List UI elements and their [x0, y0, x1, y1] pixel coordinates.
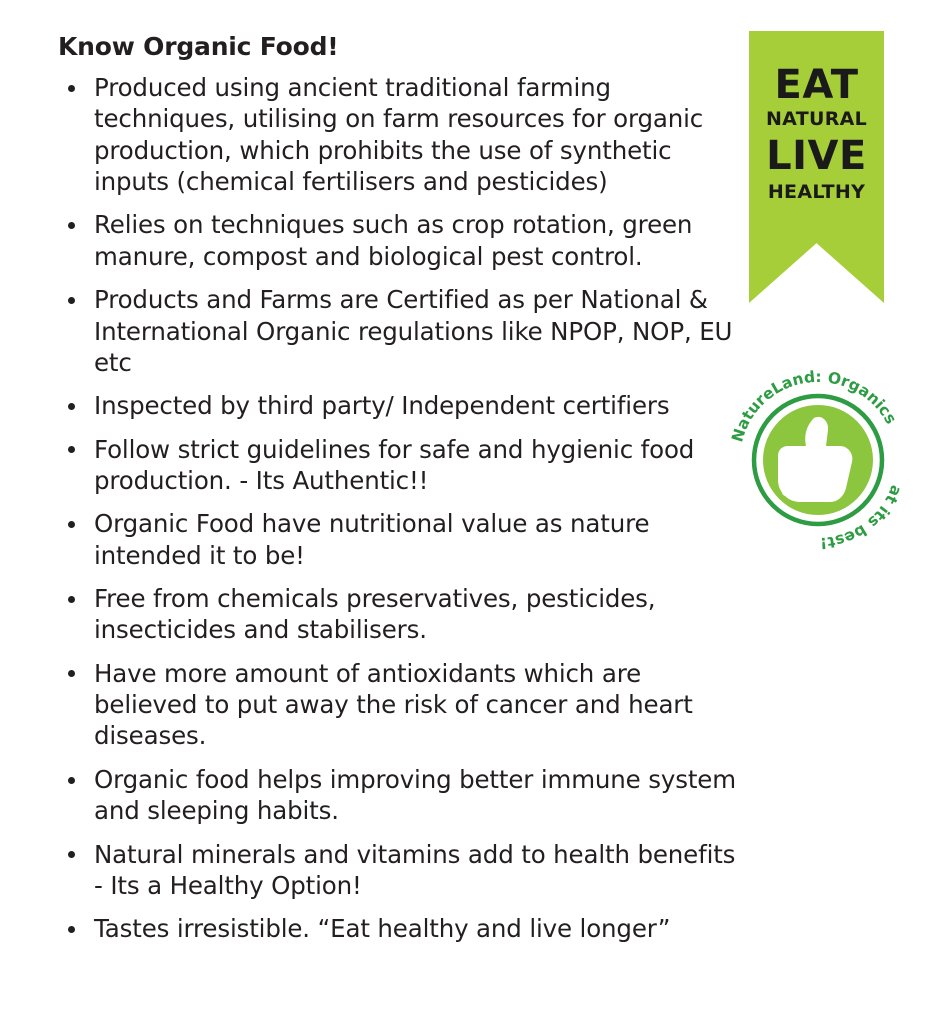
list-item-text: Inspected by third party/ Independent certifiers — [94, 391, 670, 421]
list-item-text: Tastes irresistible. “Eat healthy and live longer” — [94, 914, 671, 944]
list-item-text: Have more amount of antioxidants which are believed to put away the risk of cancer and heart diseases. — [94, 658, 693, 751]
bullet-dot-icon — [68, 596, 75, 603]
bullet-dot-icon — [68, 446, 75, 453]
page-title: Know Organic Food! — [58, 32, 339, 61]
bullet-dot-icon — [68, 670, 75, 677]
list-item — [58, 583, 748, 646]
list-item-text: Free from chemicals preservatives, pesticides, insecticides and stabilisers. — [94, 584, 656, 645]
content-column — [58, 32, 748, 957]
list-item — [58, 72, 748, 197]
logo-text-top: NatureLand: Organics — [728, 367, 901, 445]
list-item — [58, 913, 748, 944]
logo-text-bottom: at its best! — [819, 482, 906, 553]
list-item — [58, 764, 748, 827]
ribbon-text — [749, 62, 884, 206]
list-item-text: Products and Farms are Certified as per National & International Organic regulations like NPOP, NOP, EU etc — [94, 285, 733, 377]
list-item — [58, 390, 748, 421]
bullet-dot-icon — [68, 777, 75, 784]
thumbs-up-base-icon — [782, 452, 798, 496]
bullet-dot-icon — [68, 521, 75, 528]
organic-food-bullet-list — [58, 72, 748, 945]
eat-natural-live-healthy-ribbon — [749, 31, 884, 303]
list-item — [58, 839, 748, 902]
list-item-text: Organic food helps improving better immune system and sleeping habits. — [94, 764, 736, 826]
list-item-text: Natural minerals and vitamins add to health benefits - Its a Healthy Option! — [94, 839, 736, 900]
ribbon-line-live: LIVE — [766, 132, 867, 179]
ribbon-line-eat: EAT — [774, 62, 859, 108]
bullet-dot-icon — [68, 85, 75, 92]
list-item-text: Organic Food have nutritional value as nature intended it to be! — [94, 509, 650, 570]
list-item — [58, 434, 748, 497]
bullet-dot-icon — [68, 403, 75, 410]
ribbon-line-healthy: HEALTHY — [767, 180, 866, 203]
bullet-dot-icon — [68, 851, 75, 858]
list-item — [58, 508, 748, 571]
list-item — [58, 209, 748, 272]
natureland-logo-svg — [718, 360, 918, 560]
list-item-text: Follow strict guidelines for safe and hygienic food production. - Its Authentic!! — [94, 434, 695, 495]
bullet-dot-icon — [68, 222, 75, 229]
list-item-text: Produced using ancient traditional farming techniques, utilising on farm resources for organic production, which prohibits the use of synthetic inputs (chemical fertilisers and pesticides) — [94, 73, 704, 197]
bullet-dot-icon — [68, 297, 75, 304]
ribbon-line-natural: NATURAL — [765, 108, 868, 130]
list-item-text: Relies on techniques such as crop rotation, green manure, compost and biological pest control. — [94, 210, 693, 271]
bullet-dot-icon — [68, 926, 75, 933]
natureland-logo — [718, 360, 918, 560]
list-item — [58, 284, 748, 378]
list-item — [58, 658, 748, 752]
